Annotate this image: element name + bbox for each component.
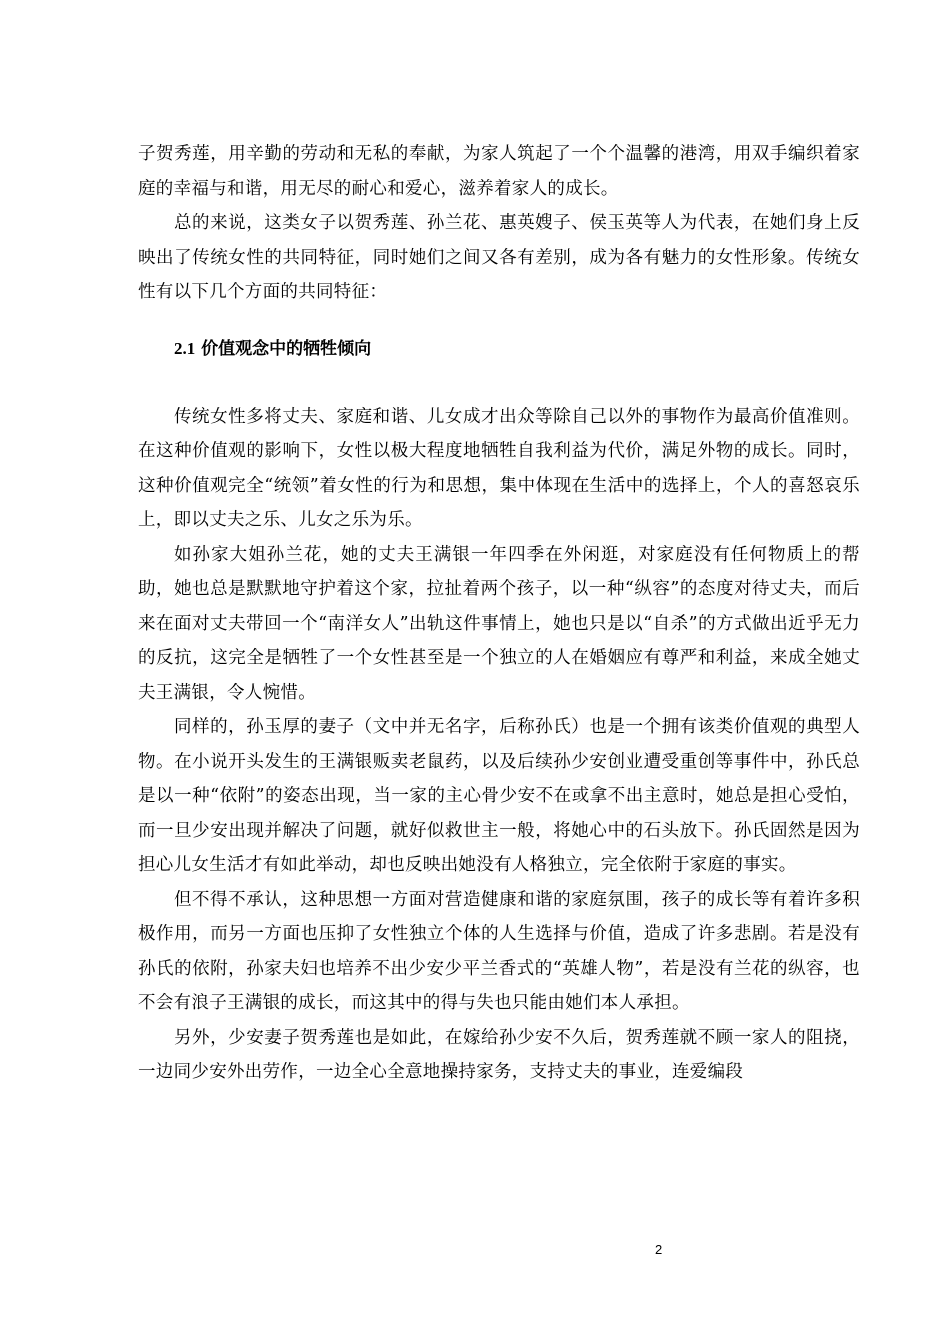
section-heading <box>138 332 860 366</box>
section-number: 2.1 <box>174 338 196 358</box>
heading-spacer <box>138 366 860 400</box>
paragraph-he-xiulian: 另外，少安妻子贺秀莲也是如此，在嫁给孙少安不久后，贺秀莲就不顾一家人的阻挠，一边同少安外出劳作，一边全心全意地操持家务，支持丈夫的事业，连爱编段 <box>138 1027 860 1082</box>
paragraph-continuation: 子贺秀莲，用辛勤的劳动和无私的奉献，为家人筑起了一个个温馨的港湾，用双手编织着家庭的幸福与和谐，用无尽的耐心和爱心，滋养着家人的成长。 <box>138 144 860 199</box>
paragraph-summary: 总的来说，这类女子以贺秀莲、孙兰花、惠英嫂子、侯玉英等人为代表，在她们身上反映出了传统女性的共同特征，同时她们之间又各有差别，成为各有魅力的女性形象。传统女性有以下几个方面的共同特征： <box>138 213 860 302</box>
paragraph-value-standard: 传统女性多将丈夫、家庭和谐、儿女成才出众等除自己以外的事物作为最高价值准则。在这种价值观的影响下，女性以极大程度地牺牲自我利益为代价，满足外物的成长。同时，这种价值观完全“统领”着女性的行为和思想，集中体现在生活中的选择上，个人的喜怒哀乐上，即以丈夫之乐、儿女之乐为乐。 <box>138 406 860 530</box>
section-title: 价值观念中的牺牲倾向 <box>201 338 372 359</box>
paragraph-acknowledgement: 但不得不承认，这种思想一方面对营造健康和谐的家庭氛围，孩子的成长等有着许多积极作用，而另一方面也压抑了女性独立个体的人生选择与价值，造成了许多悲剧。若是没有孙氏的依附，孙家夫妇也培养不出少安少平兰香式的“英雄人物”，若是没有兰花的纵容，也不会有浪子王满银的成长，而这其中的得与失也只能由她们本人承担。 <box>138 889 860 1013</box>
document-body <box>138 137 860 1090</box>
page-number: 2 <box>655 1242 663 1257</box>
paragraph-sun-shi: 同样的，孙玉厚的妻子（文中并无名字，后称孙氏）也是一个拥有该类价值观的典型人物。在小说开头发生的王满银贩卖老鼠药，以及后续孙少安创业遭受重创等事件中，孙氏总是以一种“依附”的姿态出现，当一家的主心骨少安不在或拿不出主意时，她总是担心受怕，而一旦少安出现并解决了问题，就好似救世主一般，将她心中的石头放下。孙氏固然是因为担心儿女生活才有如此举动，却也反映出她没有人格独立，完全依附于家庭的事实。 <box>138 717 860 875</box>
paragraph-sun-lanhua: 如孙家大姐孙兰花，她的丈夫王满银一年四季在外闲逛，对家庭没有任何物质上的帮助，她也总是默默地守护着这个家，拉扯着两个孩子，以一种“纵容”的态度对待丈夫，而后来在面对丈夫带回一个“南洋女人”出轨这件事情上，她也只是以“自杀”的方式做出近乎无力的反抗，这完全是牺牲了一个女性甚至是一个独立的人在婚姻应有尊严和利益，来成全她丈夫王满银，令人惋惜。 <box>138 544 860 703</box>
